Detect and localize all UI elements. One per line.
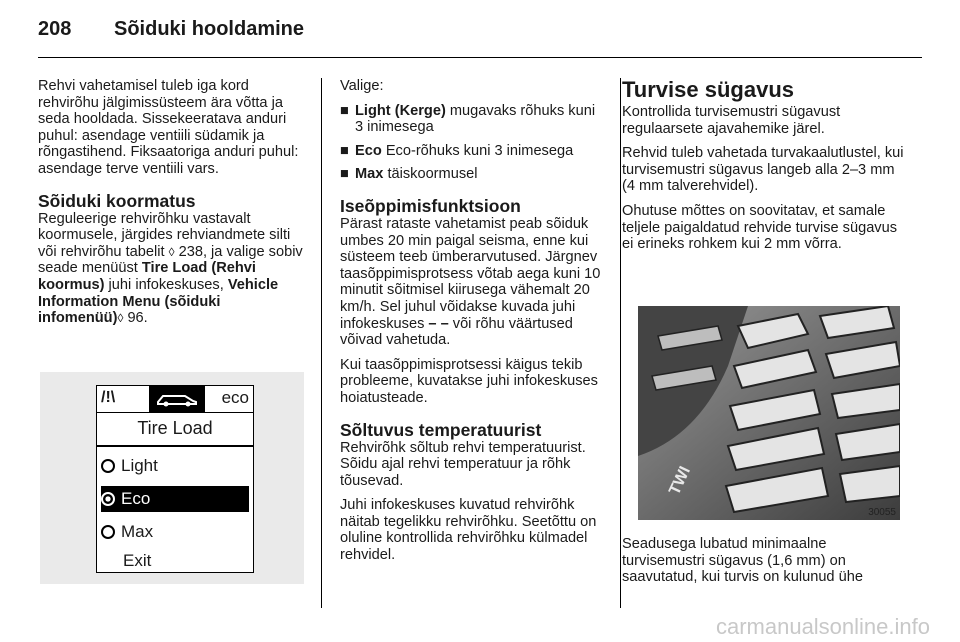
bullet-icon: ■: [340, 166, 349, 183]
image-code: 30055: [868, 507, 896, 518]
list-item: ■ Light (Kerge) mugavaks rõhuks kuni 3 inimesega: [340, 102, 596, 136]
arrow-ref-icon: ◊: [117, 311, 124, 326]
dashes-indicator: – –: [428, 315, 449, 332]
self-learning-paragraph: Pärast rataste vahetamist peab sõiduk umbes 20 min paigal seisma, enne kui süsteem teeb ümberarvutused. Järgnev taasõppimisprotsess võtab aega kuni 10 minutit sõitmisel kiirusega vähemalt 20 km/h. Sel juhul võidakse kuvada juhi infokeskuses – – või rõhu väärtused võivad vahetuda.: [340, 215, 601, 349]
option-max[interactable]: Max: [101, 519, 249, 545]
column-3-continued: [622, 536, 904, 594]
option-eco-selected[interactable]: Eco: [101, 486, 249, 512]
tread-replace-paragraph: Rehvid tuleb vahetada turvakaalutlustel, kui turvisemustri sügavus langeb alla 2–3 mm (4 mm talverehvidel).: [622, 145, 904, 195]
column-divider-1: [321, 78, 322, 608]
display-title-rule: [97, 445, 253, 447]
tyre-tread-illustration: [638, 306, 900, 520]
intro-paragraph: Rehvi vahetamisel tuleb iga kord rehvirõhu jälgimissüsteem ära võtta ja seda hooldada. Sissekeeratava anduri puhul: asendage ventiili südamik ja rõngastihend. Fiksaatoriga anduri puhul: asendage terve ventiili vars.: [38, 78, 299, 177]
tire-load-display-figure: [40, 372, 304, 584]
arrow-ref-icon: ◊: [168, 244, 175, 259]
column-2: [340, 78, 606, 572]
choose-label: Valige:: [340, 78, 384, 94]
section-title: Sõiduki hooldamine: [114, 18, 305, 40]
column-1: [38, 78, 306, 335]
column-divider-2: [620, 78, 621, 608]
cold-tyres-paragraph: Juhi infokeskuses kuvatud rehvirõhk näitab tegelikku rehvirõhku. Seetõttu on oluline kontrollida rehvirõhku külmadel rehvidel.: [340, 497, 597, 564]
display-top-bar: [97, 386, 253, 413]
list-item: ■ Eco Eco-rõhuks kuni 3 inimesega: [340, 142, 574, 159]
bullet-icon: ■: [340, 102, 349, 119]
tread-axle-paragraph: Ohutuse mõttes on soovitatav, et samale teljele paigaldatud rehvide turvise sügavus ei erineks rohkem kui 2 mm võrra.: [622, 202, 898, 253]
tyre-tread-figure: [638, 306, 900, 520]
radio-icon: [101, 525, 115, 539]
warning-road-icon: /!\: [101, 389, 116, 406]
column-3: [622, 78, 904, 261]
twi-marking: TWI: [666, 463, 695, 498]
eco-label: eco: [221, 388, 249, 407]
radio-selected-icon: [101, 492, 115, 506]
radio-icon: [101, 459, 115, 473]
temperature-heading: Sõltuvus temperatuurist: [340, 419, 542, 440]
display-screen: [96, 385, 254, 573]
page-number: 208: [38, 18, 72, 40]
warning-paragraph: Kui taasõppimisprotsessi käigus tekib probleeme, kuvatakse juhi infokeskuses hoiatusteade.: [340, 356, 598, 406]
tire-load-menu-label: Tire Load (Rehvi koormus): [38, 260, 256, 293]
header-rule: [38, 57, 922, 58]
tread-depth-heading: Turvise sügavus: [622, 77, 794, 102]
list-item: ■ Max täiskoormusel: [340, 166, 478, 183]
temperature-paragraph: Rehvirõhk sõltub rehvi temperatuurist. Sõidu ajal rehvi temperatuur ja rõhk tõusevad.: [340, 439, 586, 489]
legal-minimum-paragraph: Seadusega lubatud minimaalne turvisemustri sügavus (1,6 mm) on saavutatud, kui turvis on kulunud ühe: [622, 536, 863, 586]
car-icon: [149, 386, 205, 412]
exit-option[interactable]: Exit: [123, 551, 152, 570]
load-heading: Sõiduki koormatus: [38, 190, 196, 211]
tread-check-paragraph: Kontrollida turvisemustri sügavust regulaarsete ajavahemike järel.: [622, 104, 841, 137]
page-header: [38, 18, 304, 41]
vehicle-info-menu-label: Vehicle Information Menu (sõiduki infomenüü): [38, 276, 279, 327]
option-light[interactable]: Light: [101, 453, 249, 479]
self-learning-heading: Iseõppimisfunktsioon: [340, 195, 521, 216]
bullet-icon: ■: [340, 142, 349, 159]
watermark: carmanualsonline.info: [715, 614, 930, 639]
load-paragraph: Reguleerige rehvirõhku vastavalt koormusele, järgides rehviandmete silti või rehvirõhu tabelit ◊ 238, ja valige sobiv seade menüüst Tire Load (Rehvi koormus) juhi infokeskuses, Vehicle Information Menu (sõiduki infomenüü)◊ 96.: [38, 210, 303, 327]
display-title: Tire Load: [137, 418, 213, 438]
